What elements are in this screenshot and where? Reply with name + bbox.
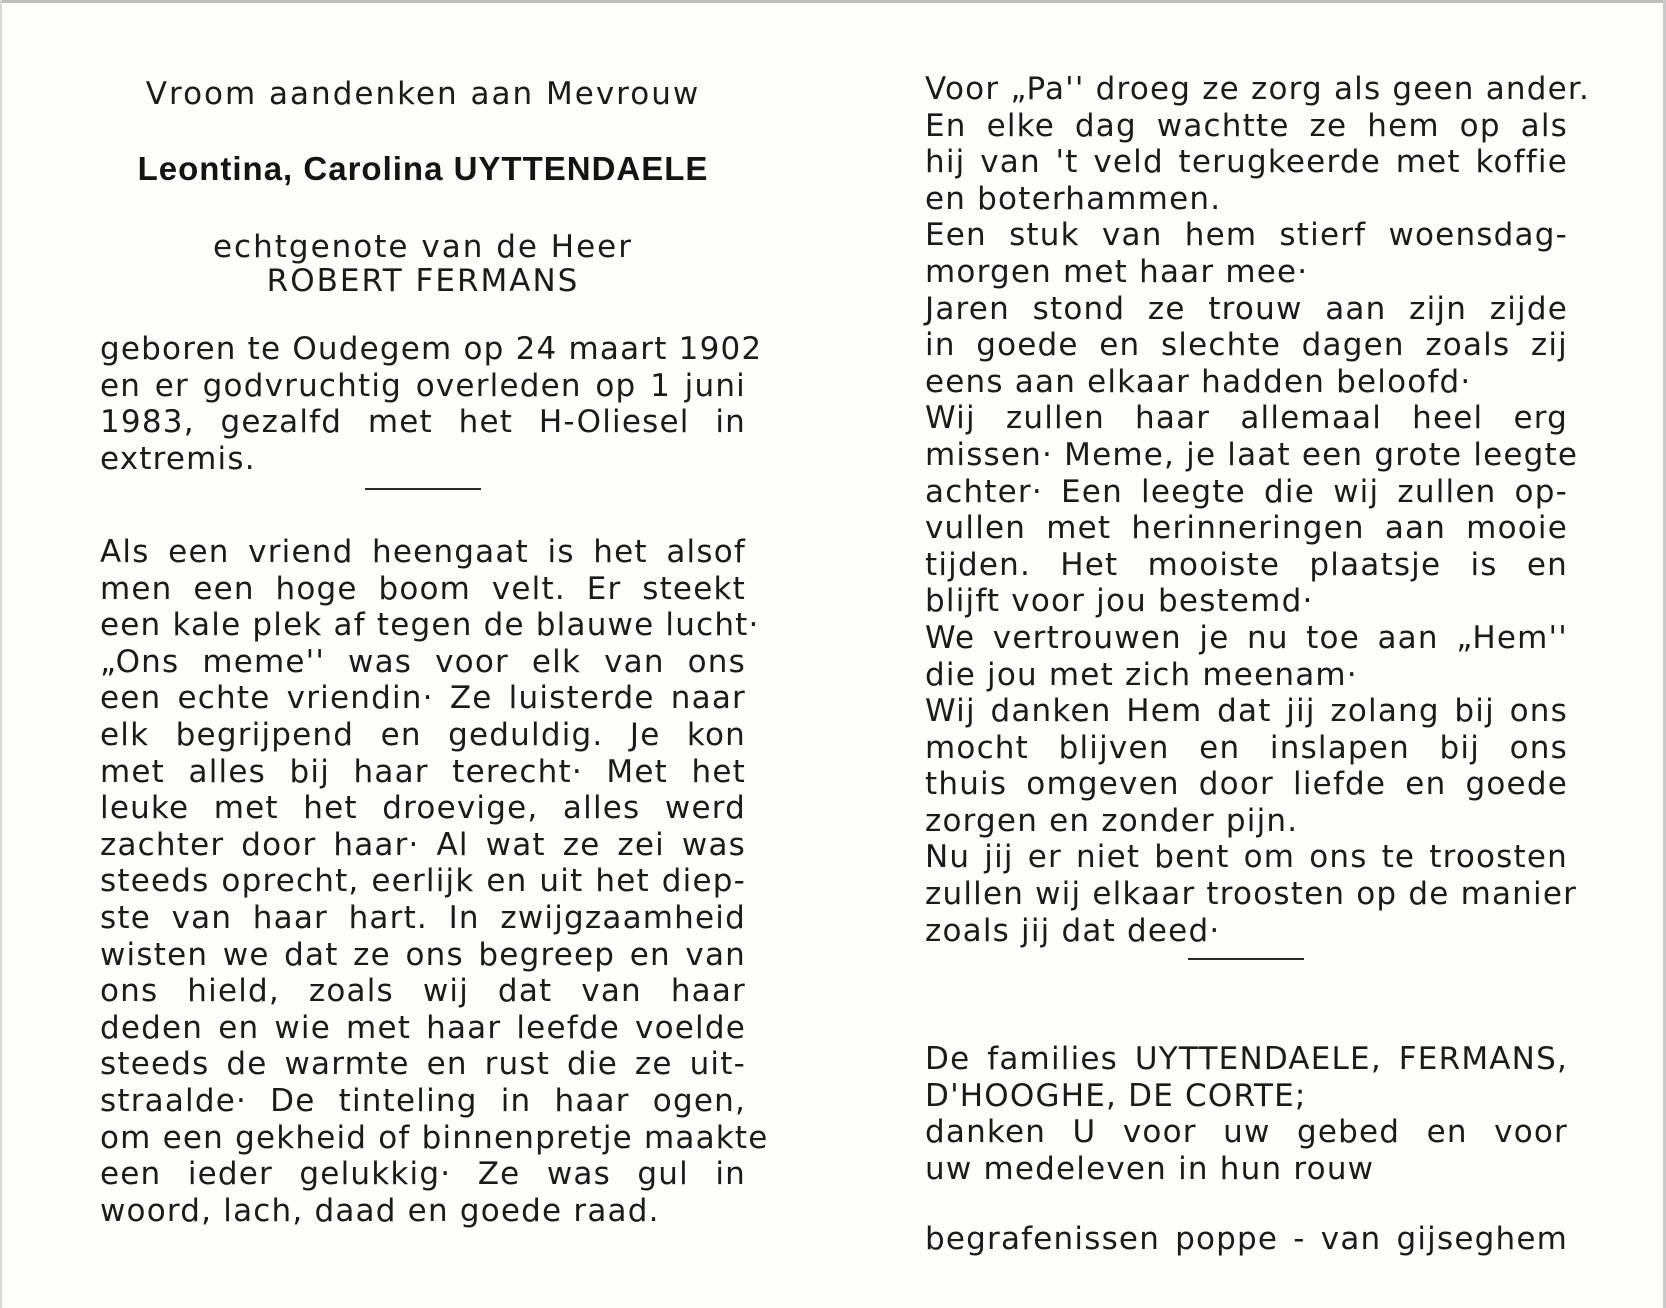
tribute-line: zachter door haar· Al wat ze zei was xyxy=(100,826,746,863)
birth-death-paragraph xyxy=(100,331,763,477)
remembrance-heading: Vroom aandenken aan Mevrouw xyxy=(145,76,701,112)
spouse-name: ROBERT FERMANS xyxy=(266,263,580,299)
tribute-line: deden en wie met haar leefde voelde xyxy=(100,1009,746,1046)
text-line: en boterhammen. xyxy=(925,180,1222,217)
family-line: De families UYTTENDAELE, FERMANS, xyxy=(925,1041,1568,1077)
text-line: blijft voor jou bestemd· xyxy=(925,583,1314,620)
divider-line xyxy=(365,488,481,490)
birth-line: 1983, gezalfd met het H-Oliesel in xyxy=(100,404,746,441)
text-line: in goede en slechte dagen zoals zij xyxy=(925,327,1568,364)
text-line: hij van 't veld terugkeerde met koffie xyxy=(925,144,1568,181)
text-line: Jaren stond ze trouw aan zijn zijde xyxy=(925,290,1568,327)
text-line: tijden. Het mooiste plaatsje is en xyxy=(925,546,1568,583)
tribute-line: steeds de warmte en rust die ze uit- xyxy=(100,1046,746,1083)
text-line: Een stuk van hem stierf woensdag- xyxy=(925,217,1568,254)
family-thanks xyxy=(925,1041,1568,1187)
tribute-paragraph xyxy=(100,534,769,1229)
tribute-line: men een hoge boom velt. Er steekt xyxy=(100,570,746,607)
birth-line: geboren te Oudegem op 24 maart 1902 xyxy=(100,331,763,367)
family-line: danken U voor uw gebed en voor xyxy=(925,1114,1568,1151)
tribute-line: leuke met het droevige, alles werd xyxy=(100,790,746,827)
divider-line xyxy=(1188,958,1304,960)
tribute-line: om een gekheid of binnenpretje maakte xyxy=(100,1119,769,1156)
tribute-line: ons hield, zoals wij dat van haar xyxy=(100,973,746,1010)
text-line: vullen met herinneringen aan mooie xyxy=(925,510,1568,547)
undertaker-block xyxy=(925,1221,1568,1258)
text-line: We vertrouwen je nu toe aan „Hem'' xyxy=(925,619,1568,656)
family-line: D'HOOGHE, DE CORTE; xyxy=(925,1077,1307,1114)
text-line: zoals jij dat deed· xyxy=(925,912,1221,949)
tribute-line: Als een vriend heengaat is het alsof xyxy=(100,534,746,570)
text-line: Voor „Pa'' droeg ze zorg als geen ander. xyxy=(925,71,1591,107)
tribute-line: steeds oprecht, eerlijk en uit het diep- xyxy=(100,863,746,900)
tribute-line: een kale plek af tegen de blauwe lucht· xyxy=(100,607,760,644)
spouse-intro: echtgenote van de Heer xyxy=(212,229,633,265)
tribute-line: met alles bij haar terecht· Met het xyxy=(100,753,746,790)
card-left-edge xyxy=(0,0,2,1308)
text-line: achter· Een leegte die wij zullen op- xyxy=(925,473,1568,510)
text-line: Nu jij er niet bent om ons te troosten xyxy=(925,839,1568,876)
birth-line: extremis. xyxy=(100,440,256,477)
tribute-line: een ieder gelukkig· Ze was gul in xyxy=(100,1156,746,1193)
tribute-line: woord, lach, daad en goede raad. xyxy=(100,1192,660,1229)
text-line: En elke dag wachtte ze hem op als xyxy=(925,107,1568,144)
tribute-line: ste van haar hart. In zwijgzaamheid xyxy=(100,899,746,936)
tribute-line: elk begrijpend en geduldig. Je kon xyxy=(100,716,746,753)
birth-line: en er godvruchtig overleden op 1 juni xyxy=(100,367,746,404)
undertaker-name: begrafenissen poppe - van gijseghem xyxy=(925,1221,1568,1257)
remembrance-text xyxy=(925,71,1591,949)
text-line: morgen met haar mee· xyxy=(925,253,1309,290)
deceased-name: Leontina, Carolina UYTTENDAELE xyxy=(137,150,709,187)
text-line: eens aan elkaar hadden beloofd· xyxy=(925,363,1472,400)
family-line: uw medeleven in hun rouw xyxy=(925,1150,1375,1187)
text-line: thuis omgeven door liefde en goede xyxy=(925,766,1568,803)
tribute-line: „Ons meme'' was voor elk van ons xyxy=(100,643,746,680)
card-top-edge xyxy=(0,0,1666,3)
text-line: missen· Meme, je laat een grote leegte xyxy=(925,436,1579,473)
text-line: die jou met zich meenam· xyxy=(925,656,1358,693)
text-line: mocht blijven en inslapen bij ons xyxy=(925,729,1568,766)
text-line: Wij zullen haar allemaal heel erg xyxy=(925,400,1568,437)
tribute-line: straalde· De tinteling in haar ogen, xyxy=(100,1082,746,1119)
text-line: zorgen en zonder pijn. xyxy=(925,802,1299,839)
text-line: Wij danken Hem dat jij zolang bij ons xyxy=(925,693,1568,730)
tribute-line: een echte vriendin· Ze luisterde naar xyxy=(100,680,746,717)
text-line: zullen wij elkaar troosten op de manier xyxy=(925,876,1578,913)
tribute-line: wisten we dat ze ons begreep en van xyxy=(100,936,746,973)
